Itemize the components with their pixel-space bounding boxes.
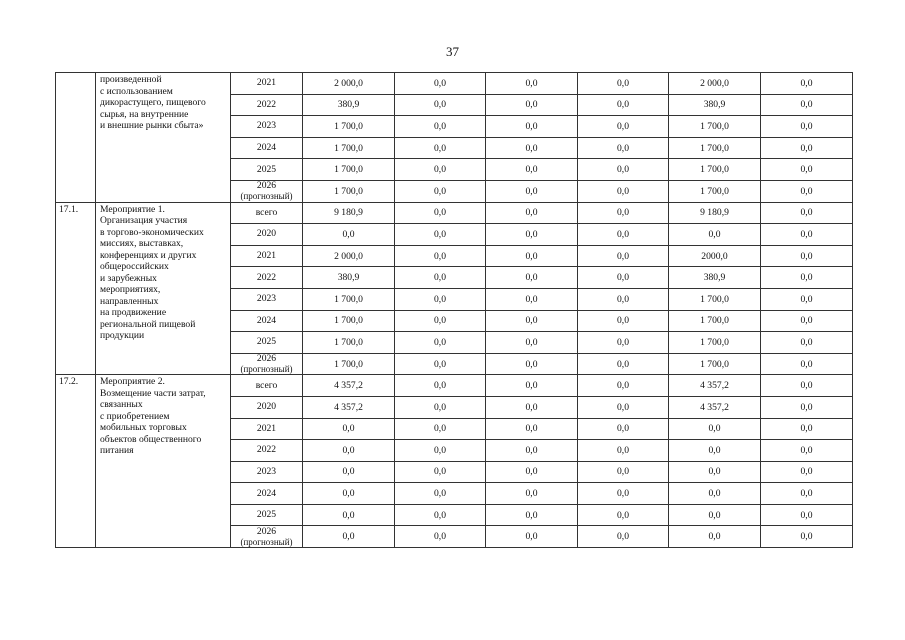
description-line: Возмещение части затрат,	[100, 387, 206, 399]
value-cell: 1 700,0	[303, 116, 395, 138]
year-label: 2021	[256, 77, 277, 89]
year-cell	[231, 310, 303, 332]
year-label: всего	[255, 206, 278, 218]
description-line: дикорастущего, пищевого	[100, 97, 206, 108]
year-cell	[231, 461, 303, 483]
value-cell: 0,0	[486, 504, 578, 526]
value-cell: 0,0	[761, 526, 853, 548]
year-cell	[231, 353, 303, 375]
value-cell: 0,0	[303, 440, 395, 462]
value-cell: 0,0	[761, 224, 853, 246]
description-line: и внешние рынки сбыта»	[100, 120, 204, 131]
value-cell: 0,0	[486, 94, 578, 116]
year-label: 2025	[256, 509, 277, 521]
description-line: с использованием	[100, 85, 173, 97]
item-description-cell	[96, 73, 231, 203]
value-cell: 380,9	[669, 267, 761, 289]
year-cell	[231, 396, 303, 418]
year-label: 2023	[256, 465, 277, 477]
table-row	[56, 375, 853, 397]
year-note: (прогнозный)	[240, 536, 293, 547]
year-label: 2020	[256, 401, 277, 413]
value-cell: 0,0	[395, 137, 486, 159]
item-description-cell	[96, 375, 231, 548]
value-cell: 0,0	[578, 245, 669, 267]
value-cell: 0,0	[761, 396, 853, 418]
description-line: с приобретением	[100, 410, 170, 422]
description-line: миссиях, выставках,	[100, 238, 184, 250]
description-line: объектов общественного	[100, 433, 202, 445]
value-cell: 0,0	[303, 504, 395, 526]
item-description-cell	[96, 202, 231, 375]
value-cell: 0,0	[761, 504, 853, 526]
value-cell: 1 700,0	[669, 288, 761, 310]
value-cell: 0,0	[761, 288, 853, 310]
value-cell: 0,0	[486, 440, 578, 462]
description-line: Организация участия	[100, 215, 188, 227]
year-cell	[231, 332, 303, 354]
value-cell: 0,0	[761, 73, 853, 95]
description-line: конференциях и других	[100, 249, 197, 261]
value-cell: 0,0	[303, 483, 395, 505]
year-label: всего	[255, 379, 278, 391]
value-cell: 0,0	[578, 180, 669, 202]
value-cell: 0,0	[669, 526, 761, 548]
year-label: 2024	[256, 142, 277, 154]
value-cell: 0,0	[578, 310, 669, 332]
value-cell: 0,0	[669, 418, 761, 440]
value-cell: 2 000,0	[303, 73, 395, 95]
description-line: произведенной	[100, 74, 162, 85]
description-line: общероссийских	[100, 261, 169, 273]
value-cell: 0,0	[395, 418, 486, 440]
value-cell: 0,0	[761, 310, 853, 332]
value-cell: 0,0	[669, 483, 761, 505]
description-line: сырья, на внутренние	[100, 108, 189, 120]
value-cell: 0,0	[395, 504, 486, 526]
description-line: на продвижение	[100, 307, 167, 319]
value-cell: 0,0	[395, 332, 486, 354]
value-cell: 0,0	[486, 332, 578, 354]
value-cell: 0,0	[761, 137, 853, 159]
year-cell	[231, 288, 303, 310]
year-label: 2025	[256, 163, 277, 175]
value-cell: 0,0	[761, 94, 853, 116]
value-cell: 0,0	[669, 440, 761, 462]
value-cell: 0,0	[486, 375, 578, 397]
value-cell: 0,0	[395, 267, 486, 289]
value-cell: 0,0	[486, 396, 578, 418]
value-cell: 1 700,0	[669, 332, 761, 354]
value-cell: 1 700,0	[303, 159, 395, 181]
description-line: мобильных торговых	[100, 422, 187, 434]
value-cell: 1 700,0	[303, 353, 395, 375]
value-cell: 0,0	[669, 504, 761, 526]
value-cell: 9 180,9	[669, 202, 761, 224]
value-cell: 0,0	[761, 159, 853, 181]
value-cell: 0,0	[578, 483, 669, 505]
description-line: в торгово-экономических	[100, 226, 204, 238]
value-cell: 1 700,0	[303, 310, 395, 332]
value-cell: 2000,0	[669, 245, 761, 267]
value-cell: 0,0	[395, 73, 486, 95]
value-cell: 1 700,0	[669, 180, 761, 202]
year-note: (прогнозный)	[240, 191, 293, 202]
value-cell: 4 357,2	[669, 375, 761, 397]
value-cell: 0,0	[395, 94, 486, 116]
value-cell: 0,0	[578, 332, 669, 354]
year-label: 2026	[256, 180, 277, 192]
value-cell: 0,0	[486, 267, 578, 289]
year-label: 2021	[256, 250, 277, 262]
value-cell: 0,0	[578, 288, 669, 310]
value-cell: 0,0	[578, 73, 669, 95]
value-cell: 0,0	[303, 224, 395, 246]
value-cell: 0,0	[395, 288, 486, 310]
year-label: 2024	[256, 314, 277, 326]
value-cell: 0,0	[761, 332, 853, 354]
value-cell: 0,0	[761, 267, 853, 289]
value-cell: 0,0	[761, 418, 853, 440]
value-cell: 380,9	[303, 94, 395, 116]
value-cell: 0,0	[761, 116, 853, 138]
page-number: 37	[446, 44, 459, 59]
year-cell	[231, 245, 303, 267]
value-cell: 1 700,0	[303, 332, 395, 354]
item-number-cell	[56, 73, 96, 203]
value-cell: 0,0	[578, 440, 669, 462]
value-cell: 0,0	[578, 526, 669, 548]
value-cell: 0,0	[578, 418, 669, 440]
value-cell: 0,0	[303, 461, 395, 483]
value-cell: 0,0	[761, 461, 853, 483]
value-cell: 0,0	[303, 418, 395, 440]
value-cell: 1 700,0	[669, 137, 761, 159]
value-cell: 0,0	[486, 159, 578, 181]
year-cell	[231, 159, 303, 181]
description-line: Мероприятие 1.	[100, 203, 165, 215]
value-cell: 1 700,0	[303, 180, 395, 202]
value-cell: 0,0	[486, 461, 578, 483]
year-label: 2022	[256, 98, 277, 110]
table-row	[56, 202, 853, 224]
description-line: питания	[100, 445, 134, 457]
year-label: 2022	[256, 444, 277, 456]
value-cell: 1 700,0	[669, 353, 761, 375]
value-cell: 0,0	[303, 526, 395, 548]
value-cell: 1 700,0	[669, 159, 761, 181]
item-number-cell: 17.1.	[56, 202, 96, 375]
year-cell	[231, 202, 303, 224]
year-cell	[231, 526, 303, 548]
value-cell: 0,0	[395, 159, 486, 181]
value-cell: 4 357,2	[669, 396, 761, 418]
year-cell	[231, 73, 303, 95]
item-number-cell: 17.2.	[56, 375, 96, 548]
value-cell: 0,0	[486, 137, 578, 159]
value-cell: 0,0	[578, 504, 669, 526]
value-cell: 0,0	[761, 375, 853, 397]
description-line: региональной пищевой	[100, 318, 196, 330]
value-cell: 0,0	[395, 116, 486, 138]
value-cell: 0,0	[486, 73, 578, 95]
year-note: (прогнозный)	[240, 364, 293, 375]
description-line: Мероприятие 2.	[100, 376, 165, 388]
description-line: связанных	[100, 399, 143, 411]
value-cell: 0,0	[395, 224, 486, 246]
year-label: 2025	[256, 336, 277, 348]
value-cell: 0,0	[578, 116, 669, 138]
value-cell: 0,0	[578, 353, 669, 375]
value-cell: 0,0	[395, 396, 486, 418]
value-cell: 0,0	[578, 224, 669, 246]
value-cell: 0,0	[578, 94, 669, 116]
value-cell: 1 700,0	[669, 116, 761, 138]
year-cell	[231, 418, 303, 440]
year-cell	[231, 483, 303, 505]
year-cell	[231, 137, 303, 159]
value-cell: 0,0	[578, 267, 669, 289]
value-cell: 0,0	[761, 180, 853, 202]
year-cell	[231, 375, 303, 397]
value-cell: 1 700,0	[303, 288, 395, 310]
value-cell: 0,0	[578, 396, 669, 418]
description-line: и зарубежных	[100, 272, 157, 284]
value-cell: 0,0	[486, 202, 578, 224]
value-cell: 0,0	[578, 202, 669, 224]
value-cell: 0,0	[395, 461, 486, 483]
value-cell: 0,0	[486, 353, 578, 375]
value-cell: 0,0	[761, 202, 853, 224]
year-label: 2026	[256, 525, 277, 537]
value-cell: 0,0	[395, 353, 486, 375]
budget-table	[55, 72, 853, 548]
year-cell	[231, 224, 303, 246]
description-line: продукции	[100, 330, 145, 342]
value-cell: 0,0	[486, 180, 578, 202]
year-label: 2023	[256, 293, 277, 305]
value-cell: 0,0	[578, 137, 669, 159]
value-cell: 0,0	[486, 418, 578, 440]
value-cell: 0,0	[486, 245, 578, 267]
value-cell: 0,0	[395, 245, 486, 267]
value-cell: 1 700,0	[669, 310, 761, 332]
value-cell: 0,0	[395, 375, 486, 397]
value-cell: 0,0	[395, 483, 486, 505]
value-cell: 0,0	[761, 483, 853, 505]
value-cell: 0,0	[669, 461, 761, 483]
value-cell: 0,0	[486, 526, 578, 548]
value-cell: 0,0	[578, 375, 669, 397]
value-cell: 4 357,2	[303, 375, 395, 397]
value-cell: 2 000,0	[303, 245, 395, 267]
description-line: мероприятиях,	[100, 284, 161, 296]
value-cell: 0,0	[395, 180, 486, 202]
value-cell: 0,0	[578, 159, 669, 181]
year-cell	[231, 180, 303, 202]
table-body	[56, 73, 853, 548]
value-cell: 0,0	[486, 116, 578, 138]
value-cell: 0,0	[669, 224, 761, 246]
year-cell	[231, 267, 303, 289]
year-label: 2021	[256, 422, 277, 434]
year-cell	[231, 504, 303, 526]
value-cell: 0,0	[395, 440, 486, 462]
year-label: 2024	[256, 487, 277, 499]
value-cell: 2 000,0	[669, 73, 761, 95]
value-cell: 0,0	[395, 202, 486, 224]
value-cell: 0,0	[761, 245, 853, 267]
table-row	[56, 73, 853, 95]
year-cell	[231, 440, 303, 462]
value-cell: 0,0	[761, 440, 853, 462]
value-cell: 0,0	[395, 310, 486, 332]
value-cell: 4 357,2	[303, 396, 395, 418]
value-cell: 0,0	[486, 310, 578, 332]
year-label: 2026	[256, 353, 277, 365]
year-label: 2020	[256, 228, 277, 240]
value-cell: 0,0	[486, 288, 578, 310]
value-cell: 0,0	[395, 526, 486, 548]
value-cell: 1 700,0	[303, 137, 395, 159]
value-cell: 0,0	[761, 353, 853, 375]
value-cell: 0,0	[486, 483, 578, 505]
year-cell	[231, 94, 303, 116]
value-cell: 380,9	[303, 267, 395, 289]
year-label: 2022	[256, 271, 277, 283]
value-cell: 380,9	[669, 94, 761, 116]
value-cell: 9 180,9	[303, 202, 395, 224]
value-cell: 0,0	[486, 224, 578, 246]
year-label: 2023	[256, 120, 277, 132]
year-cell	[231, 116, 303, 138]
description-line: направленных	[100, 295, 159, 307]
value-cell: 0,0	[578, 461, 669, 483]
